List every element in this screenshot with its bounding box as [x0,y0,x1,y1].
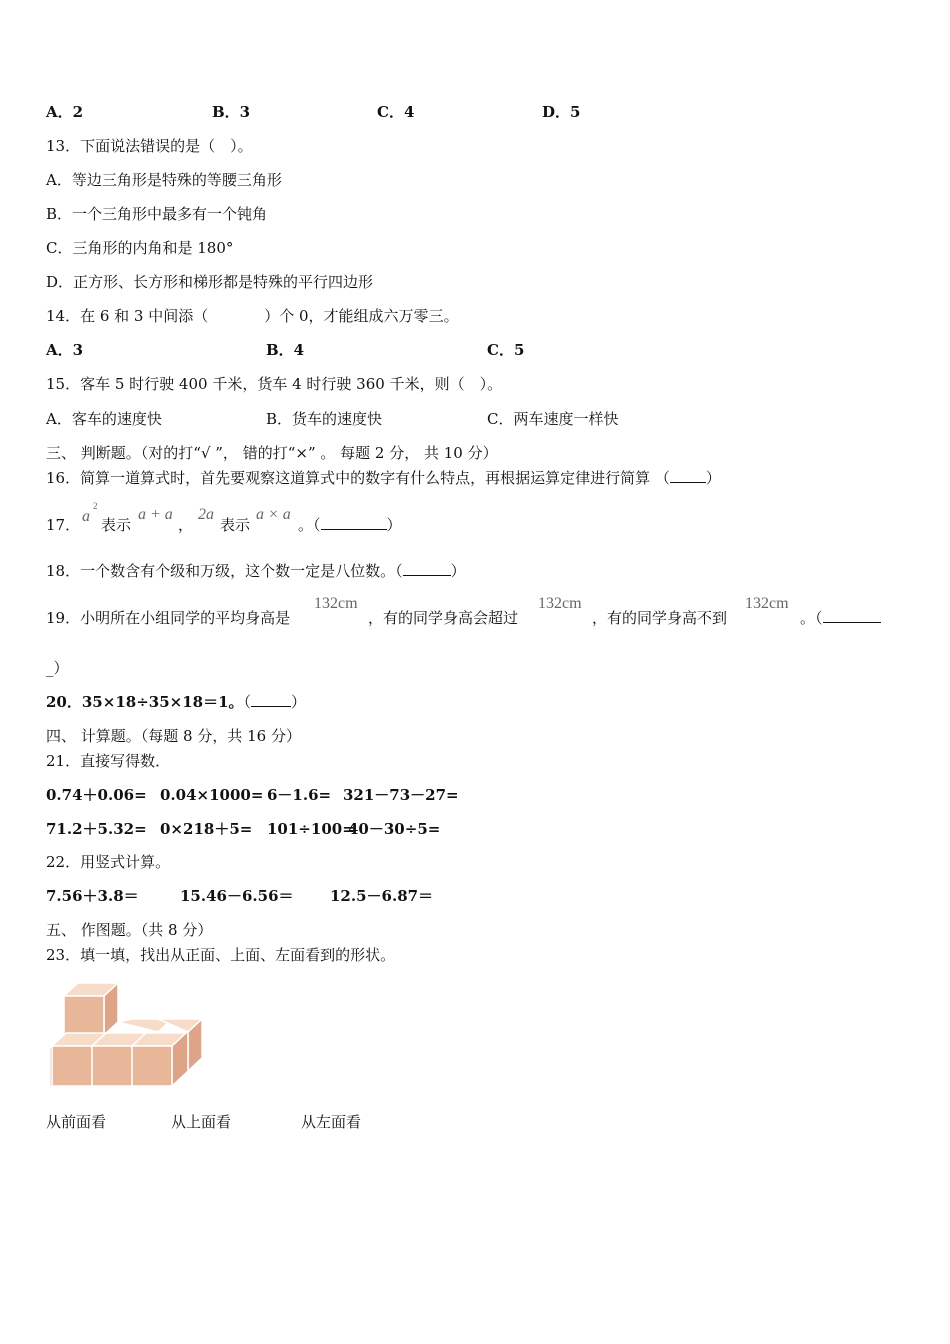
q14-option-b: B．4 [266,341,305,359]
q19-part-2: ，有的同学身高会超过 [368,609,519,627]
q17-tail [298,515,402,535]
view-label-top: 从上面看 [171,1113,232,1131]
q23-stem: 23．填一填，找出从正面、上面、左面看到的形状。 [46,946,396,964]
q22-item-1: 7.56＋3.8＝ [46,887,139,905]
q17-number: 17． [46,516,81,534]
q19-part-3: ，有的同学身高不到 [592,609,728,627]
q17-answer-blank[interactable] [321,515,387,530]
q15-stem: 15．客车 5 时行驶 400 千米，货车 4 时行驶 360 千米，则（ ）。 [46,375,503,393]
cube-side-face [50,1046,52,1088]
view-label-left: 从左面看 [301,1113,362,1131]
q22-item-3: 12.5－6.87＝ [330,887,434,905]
q21-r2-item-4: 40－30÷5= [348,820,441,838]
q12-option-a: A．2 [46,103,84,121]
view-label-front: 从前面看 [46,1113,107,1131]
q14-stem-b: ）个 0，才能组成六万零三。 [264,307,459,325]
q17-paren-open: （ [313,516,321,534]
q14-stem-a: 14．在 6 和 3 中间添（ [46,307,209,325]
q12-option-d: D．5 [542,103,581,121]
q19-part-1: 19．小明所在小组同学的平均身高是 [46,609,291,627]
q19-value-2: 132cm [538,595,582,612]
q15-option-b: B．货车的速度快 [266,410,383,428]
q19-continuation: _） [46,659,69,677]
q16-stem: 16．简算一道算式时，首先要观察这道算式中的数字有什么特点，再根据运算定律进行简算 [46,469,651,487]
cube-front-face [132,1046,172,1086]
q19-tail [800,608,881,628]
cube-front-face [92,1046,132,1086]
q20-paren-open: （ [243,693,252,711]
q20-answer-blank[interactable] [251,692,291,707]
q19-paren-open: （ [815,609,823,627]
q18-stem: 18．一个数含有个级和万级，这个数一定是八位数。 [46,562,396,580]
q21-r2-item-1: 71.2＋5.32= [46,820,147,838]
q17-comma: ， [178,516,194,534]
q13-option-b: B．一个三角形中最多有一个钝角 [46,205,268,223]
section-3-heading: 三、 判断题。（对的打“√ ”， 错的打“×” 。 每题 2 分， 共 10 分） [46,444,498,462]
cube-front-face [64,996,104,1035]
q13-option-a: A．等边三角形是特殊的等腰三角形 [46,171,282,189]
q16 [46,468,721,488]
q20-paren-close: ） [291,693,307,711]
q21-r1-item-4: 321－73－27= [343,786,459,804]
q17-paren-close: ） [386,516,402,534]
q21-stem: 21．直接写得数． [46,752,171,770]
q17-math-a-squared [82,507,90,527]
cube-stack-figure [46,978,208,1096]
q17-math-2a: 2a [198,506,214,523]
section-4-heading: 四、 计算题。（每题 8 分，共 16 分） [46,727,301,745]
q16-paren-close: ） [705,469,721,487]
q21-r1-item-3: 6－1.6= [267,786,332,804]
q15-option-a: A．客车的速度快 [46,410,162,428]
q14-stem [46,306,459,326]
q19-value-1: 132cm [314,595,358,612]
cube-front-face [52,1046,92,1086]
q18-paren-close: ） [450,562,466,580]
q21-r2-item-3: 101÷100= [267,820,355,838]
q18 [46,561,466,581]
q21-r1-item-2: 0.04×1000= [160,786,264,804]
q20 [46,692,306,712]
q17-period: 。 [298,516,314,534]
q15-option-c: C．两车速度一样快 [487,410,619,428]
q19-answer-blank[interactable] [823,608,881,623]
q21-r2-item-2: 0×218＋5= [160,820,253,838]
q16-answer-blank[interactable] [670,468,706,483]
q18-answer-blank[interactable] [403,561,451,576]
q17-math-exponent: 2 [93,501,98,511]
q16-paren-open: （ [654,469,670,487]
q17-word-2: 表示 [220,516,251,534]
q21-r1-item-1: 0.74＋0.06= [46,786,147,804]
q17-math-a-plus-a: a + a [138,506,173,523]
section-5-heading: 五、 作图题。（共 8 分） [46,921,213,939]
q13-stem: 13．下面说法错误的是（ ）。 [46,137,253,155]
q19-period: 。 [800,609,816,627]
q12-option-c: C．4 [377,103,415,121]
q22-item-2: 15.46－6.56＝ [180,887,294,905]
q22-stem: 22．用竖式计算。 [46,853,171,871]
q17-word-1: 表示 [101,516,132,534]
q20-stem: 20．35×18÷35×18＝1。 [46,693,244,711]
q12-option-b: B．3 [212,103,251,121]
q14-option-c: C．5 [487,341,525,359]
q17-math-a-base: a [82,508,90,525]
q19-value-3: 132cm [745,595,789,612]
q18-paren-open: （ [395,562,403,580]
q14-option-a: A．3 [46,341,84,359]
q13-option-c: C．三角形的内角和是 180° [46,239,234,257]
q17-math-a-times-a: a × a [256,506,291,523]
q13-option-d: D．正方形、长方形和梯形都是特殊的平行四边形 [46,273,374,291]
